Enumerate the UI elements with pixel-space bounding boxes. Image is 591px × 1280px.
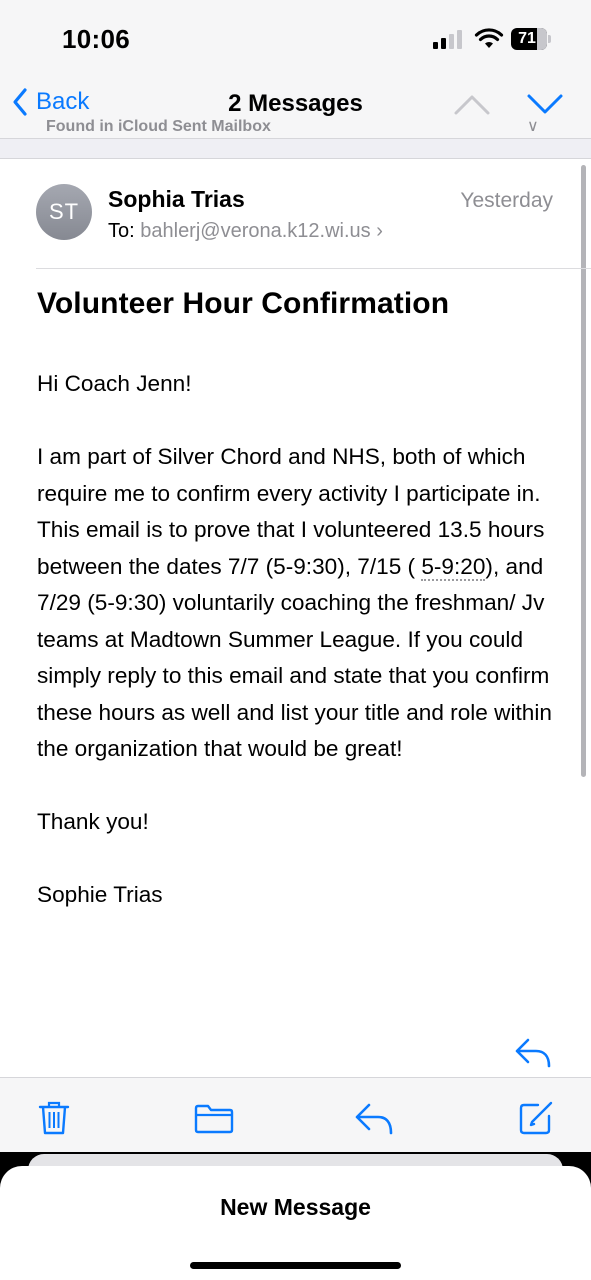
recipient-address: bahlerj@verona.k12.wi.us <box>140 220 371 242</box>
signature: Sophie Trias <box>37 882 163 907</box>
avatar-initials: ST <box>48 199 80 224</box>
body-text-part1: I am part of Silver Chord and NHS, both of which require me to confirm every activity I participate in. This email is to prove that I volunteered 13.5 hours between the dates 7/7 (5-9:30), 7/15 ( <box>37 444 545 579</box>
new-message-sheet[interactable] <box>0 1166 591 1280</box>
detected-time-link[interactable]: 5-9:20 <box>421 553 486 579</box>
battery-level: 71 <box>518 30 536 47</box>
chevron-up-icon[interactable] <box>454 92 490 116</box>
header-separator <box>36 268 591 269</box>
sender-name[interactable]: Sophia Trias <box>108 186 245 212</box>
cellular-signal-icon <box>433 29 467 49</box>
thanks-line: Thank you! <box>37 809 149 834</box>
avatar <box>36 184 92 240</box>
found-in-banner <box>0 118 591 138</box>
chevron-right-icon: › <box>376 220 383 242</box>
section-divider <box>0 138 591 159</box>
message-date: Yesterday <box>460 189 553 212</box>
status-bar <box>0 0 591 80</box>
scrollbar[interactable] <box>581 165 586 777</box>
new-message-title[interactable]: New Message <box>220 1194 371 1220</box>
found-in-label: Found in iCloud Sent Mailbox <box>46 118 271 135</box>
reply-icon[interactable] <box>514 1036 552 1070</box>
to-prefix: To: <box>108 220 135 242</box>
bottom-toolbar <box>0 1077 591 1152</box>
thread-title: 2 Messages <box>228 90 363 117</box>
battery-icon <box>511 28 551 50</box>
reply-icon[interactable] <box>354 1102 394 1136</box>
status-icons <box>433 28 551 50</box>
chevron-down-icon[interactable] <box>527 92 563 116</box>
folder-icon[interactable] <box>194 1104 234 1134</box>
wifi-icon <box>475 29 503 49</box>
trash-icon[interactable] <box>38 1100 70 1136</box>
message-subject: Volunteer Hour Confirmation <box>37 287 450 320</box>
back-label: Back <box>36 88 90 115</box>
body-paragraph <box>37 439 562 768</box>
status-time: 10:06 <box>62 24 130 54</box>
compose-icon[interactable] <box>518 1100 554 1136</box>
collapse-chevron-icon: ∨ <box>527 118 539 135</box>
recipient-line[interactable] <box>108 220 383 243</box>
home-indicator[interactable] <box>190 1262 401 1269</box>
greeting: Hi Coach Jenn! <box>37 371 192 396</box>
body-text-part2: ), and 7/29 (5-9:30) voluntarily coaching the freshman/ Jv teams at Madtown Summer League. If you could simply reply to this email and state that you confirm these hours as well and list your title and role within the organization that would be great! <box>37 553 552 761</box>
message-body <box>37 366 562 950</box>
